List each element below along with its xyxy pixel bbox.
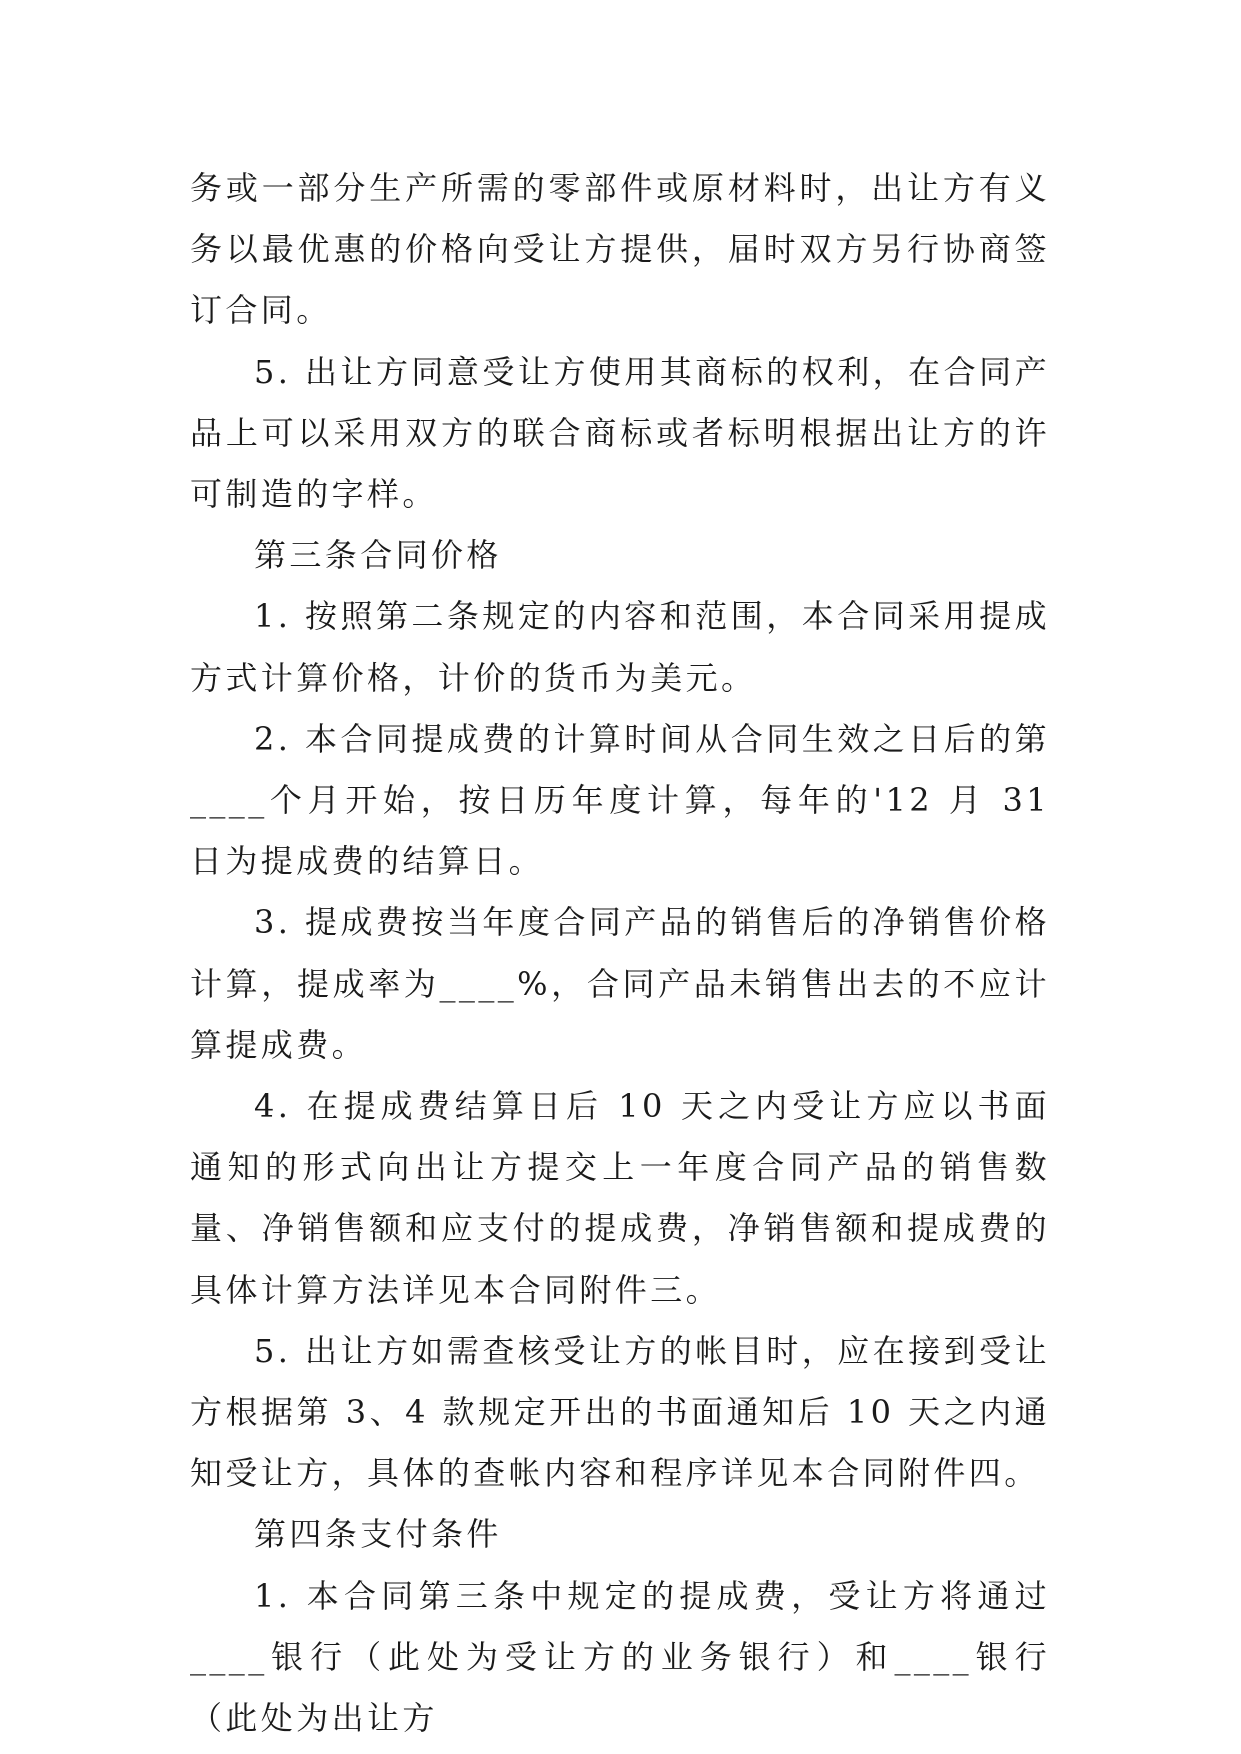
paragraph-continuation: 务或一部分生产所需的零部件或原材料时，出让方有义务以最优惠的价格向受让方提供，届时双方另行协商签订合同。 (190, 169, 1050, 330)
paragraph-trademark-clause: 5. 出让方同意受让方使用其商标的权利，在合同产品上可以采用双方的联合商标或者标明根据出让方的许可制造的字样。 (190, 352, 1050, 514)
paragraph-royalty-period: 2. 本合同提成费的计算时间从合同生效之日后的第____个月开始，按日历年度计算，每年的'12 月 31 日为提成费的结算日。 (190, 719, 1050, 881)
paragraph-pricing-method: 1. 按照第二条规定的内容和范围，本合同采用提成方式计算价格，计价的货币为美元。 (190, 597, 1050, 697)
section-heading-article-4: 第四条支付条件 (254, 1515, 502, 1554)
paragraph-audit: 5. 出让方如需查核受让方的帐目时，应在接到受让方根据第 3、4 款规定开出的书面通知后 10 天之内通知受让方，具体的查帐内容和程序详见本合同附件四。 (190, 1331, 1050, 1493)
paragraph-royalty-rate: 3. 提成费按当年度合同产品的销售后的净销售价格计算，提成率为____%，合同产品未销售出去的不应计算提成费。 (190, 903, 1050, 1064)
contract-body (190, 158, 1050, 1749)
paragraph-payment-banks: 1. 本合同第三条中规定的提成费，受让方将通过____银行（此处为受让方的业务银行）和____银行（此处为出让方 (190, 1576, 1050, 1738)
section-heading-article-3: 第三条合同价格 (254, 536, 502, 575)
paragraph-royalty-notice: 4. 在提成费结算日后 10 天之内受让方应以书面通知的形式向出让方提交上一年度合同产品的销售数量、净销售额和应支付的提成费，净销售额和提成费的具体计算方法详见本合同附件三。 (190, 1087, 1050, 1309)
